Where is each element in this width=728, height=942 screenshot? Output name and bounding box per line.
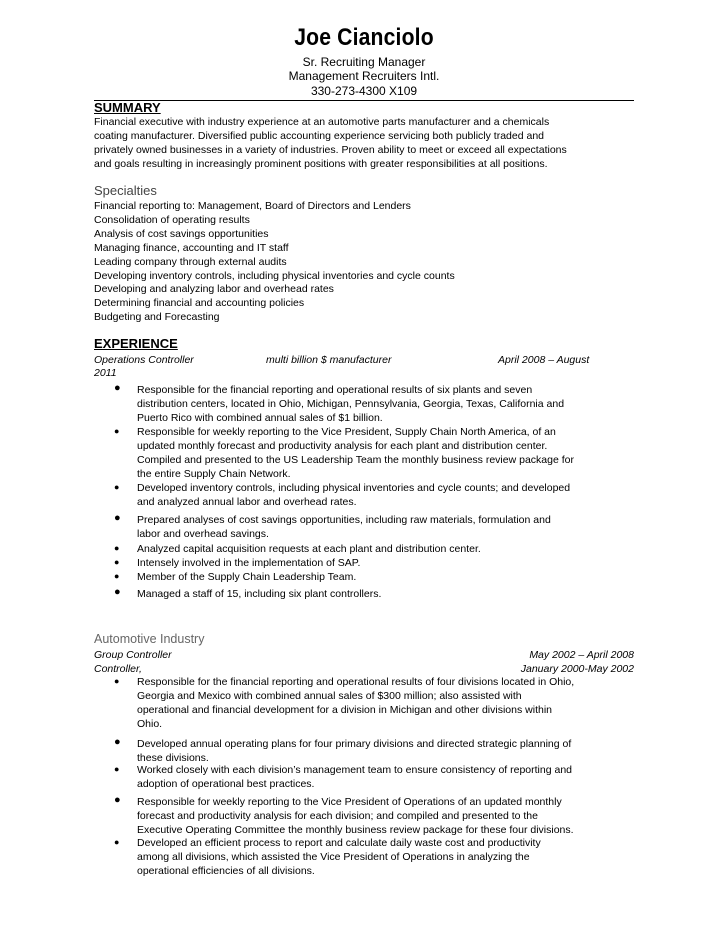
job2-dates-2: January 2000-May 2002 <box>520 663 634 675</box>
job2-industry: Automotive Industry <box>94 632 205 646</box>
job2-dates-1: May 2002 – April 2008 <box>529 649 634 661</box>
bullet-icon: ● <box>114 736 121 748</box>
specialty-item: Leading company through external audits <box>94 256 287 268</box>
job2-bullet-line: forecast and productivity analysis for each division; and compiled and presented to the <box>137 810 538 822</box>
job1-bullet-line: Analyzed capital acquisition requests at each plant and distribution center. <box>137 543 481 555</box>
job1-bullet-line: Responsible for weekly reporting to the Vice President, Supply Chain North America, of an <box>137 426 556 438</box>
job1-bullet-line: Puerto Rico with combined annual sales of $1 billion. <box>137 412 383 424</box>
job1-bullet-line: Intensely involved in the implementation of SAP. <box>137 557 361 569</box>
job1-bullet-line: Responsible for the financial reporting and operational results of six plants and seven <box>137 384 533 396</box>
job2-bullet-line: adoption of operational best practices. <box>137 778 315 790</box>
bullet-icon: ● <box>114 571 120 581</box>
specialty-item: Determining financial and accounting policies <box>94 297 305 309</box>
job1-bullet-line: Prepared analyses of cost savings opportunities, including raw materials, formulation and <box>137 514 551 526</box>
specialty-item: Consolidation of operating results <box>94 214 250 226</box>
job2-bullet-line: Developed an efficient process to report and calculate daily waste cost and productivity <box>137 837 541 849</box>
job2-bullet-line: Responsible for the financial reporting and operational results of four divisions located in Ohio, <box>137 676 575 688</box>
bullet-icon: ● <box>114 837 120 847</box>
specialty-item: Analysis of cost savings opportunities <box>94 228 269 240</box>
summary-heading: SUMMARY <box>94 100 161 115</box>
job1-bullet-line: Managed a staff of 15, including six plant controllers. <box>137 588 382 600</box>
specialty-item: Financial reporting to: Management, Board of Directors and Lenders <box>94 200 411 212</box>
job1-title: Operations Controller <box>94 354 194 366</box>
job1-bullet-line: Member of the Supply Chain Leadership Team. <box>137 571 357 583</box>
summary-line: privately owned businesses in a variety of industries. Proven ability to meet or exceed all expectations <box>94 144 567 156</box>
job1-bullet-line: distribution centers, located in Ohio, Michigan, Pennsylvania, Georgia, Texas, California and <box>137 398 565 410</box>
summary-line: coating manufacturer. Diversified public accounting experience servicing both publicly traded and <box>94 130 545 142</box>
job2-bullet-line: among all divisions, which assisted the Vice President of Operations in analyzing the <box>137 851 530 863</box>
job1-bullet-line: the entire Supply Chain Network. <box>137 468 291 480</box>
job1-bullet-line: labor and overhead savings. <box>137 528 269 540</box>
job1-bullet-line: Developed inventory controls, including physical inventories and cycle counts; and developed <box>137 482 571 494</box>
recruiter-company: Management Recruiters Intl. <box>288 69 440 83</box>
specialty-item: Budgeting and Forecasting <box>94 311 220 323</box>
job2-title-1: Group Controller <box>94 649 172 661</box>
bullet-icon: ● <box>114 794 121 806</box>
job2-bullet-line: Worked closely with each division’s management team to ensure consistency of reporting and <box>137 764 573 776</box>
job2-bullet-line: operational efficiencies of all divisions. <box>137 865 315 877</box>
recruiter-title: Sr. Recruiting Manager <box>302 55 426 69</box>
summary-line: and goals resulting in increasingly prominent positions with greater responsibilities at all positions. <box>94 158 548 170</box>
bullet-icon: ● <box>114 676 120 686</box>
header-divider <box>94 100 634 101</box>
recruiter-phone: 330-273-4300 X109 <box>310 84 418 98</box>
job2-bullet-line: Responsible for weekly reporting to the Vice President of Operations of an updated monthly <box>137 796 562 808</box>
job1-company: multi billion $ manufacturer <box>266 354 392 366</box>
specialty-item: Developing inventory controls, including physical inventories and cycle counts <box>94 270 455 282</box>
job2-bullet-line: Georgia and Mexico with combined annual sales of $300 million; also assisted with <box>137 690 522 702</box>
bullet-icon: ● <box>114 512 121 524</box>
job1-bullet-line: Compiled and presented to the US Leadership Team the monthly business review package for <box>137 454 574 466</box>
job1-dates: April 2008 – August <box>498 354 590 366</box>
specialties-heading: Specialties <box>94 183 157 198</box>
job2-bullet-line: these divisions. <box>137 752 209 764</box>
bullet-icon: ● <box>114 482 120 492</box>
bullet-icon: ● <box>114 764 120 774</box>
bullet-icon: ● <box>114 426 120 436</box>
specialty-item: Managing finance, accounting and IT staff <box>94 242 289 254</box>
job2-bullet-line: Developed annual operating plans for four primary divisions and directed strategic planning of <box>137 738 572 750</box>
candidate-name: Joe Cianciolo <box>294 24 434 51</box>
specialty-item: Developing and analyzing labor and overhead rates <box>94 283 334 295</box>
bullet-icon: ● <box>114 586 121 598</box>
summary-line: Financial executive with industry experience at an automotive parts manufacturer and a chemicals <box>94 116 550 128</box>
bullet-icon: ● <box>114 557 120 567</box>
job1-dates-cont: 2011 <box>94 367 117 379</box>
bullet-icon: ● <box>114 382 121 394</box>
job2-bullet-line: Ohio. <box>137 718 163 730</box>
experience-heading: EXPERIENCE <box>94 336 178 351</box>
job2-title-2: Controller, <box>94 663 142 675</box>
job1-bullet-line: and analyzed annual labor and overhead rates. <box>137 496 357 508</box>
job2-bullet-line: operational and financial development for a division in Michigan and other divisions within <box>137 704 552 716</box>
bullet-icon: ● <box>114 543 120 553</box>
job2-bullet-line: Executive Operating Committee the monthly business review package for these four divisions. <box>137 824 574 836</box>
job1-bullet-line: updated monthly forecast and productivity analysis for each plant and distribution center. <box>137 440 548 452</box>
